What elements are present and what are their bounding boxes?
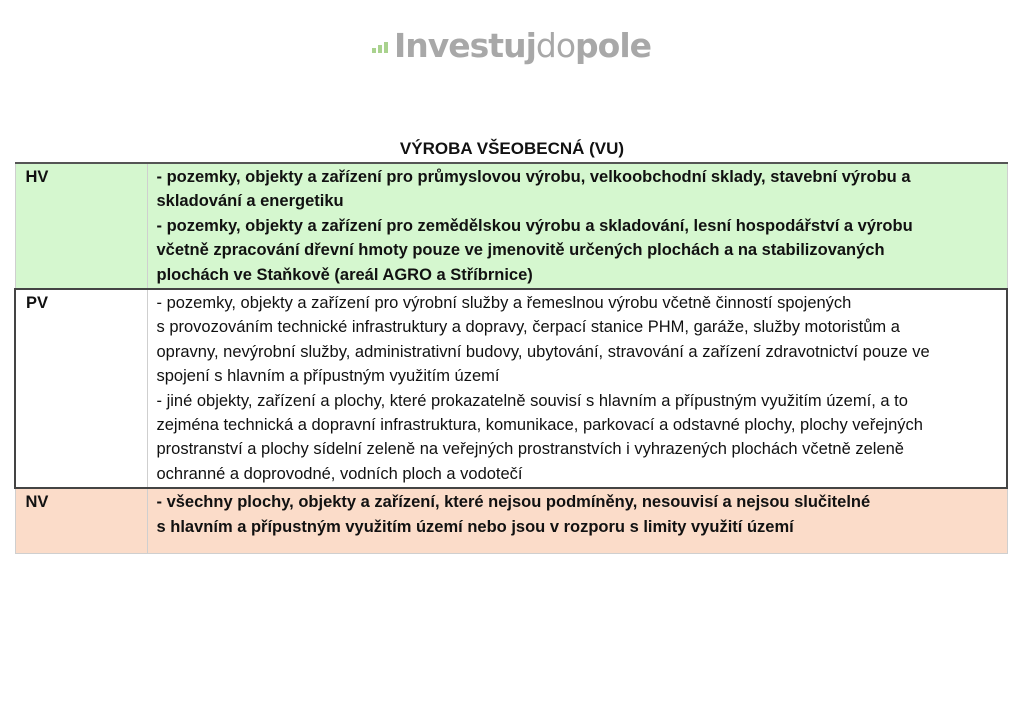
description-line: opravny, nevýrobní služby, administrativní budovy, ubytování, stravování a zařízení zdravotnictví pouze ve [156, 342, 930, 361]
brand-logo [372, 26, 651, 66]
description-line: včetně zpracování dřevní hmoty pouze ve jmenovitě určených plochách a na stabilizovaných [156, 241, 885, 260]
row-description [147, 488, 1007, 553]
description-line: skladování a energetiku [156, 192, 344, 211]
description-line: s hlavním a přípustným využitím území nebo jsou v rozporu s limity využití území [156, 517, 794, 536]
bar-chart-icon [372, 39, 390, 53]
description-line: s provozováním technické infrastruktury a dopravy, čerpací stanice PHM, garáže, služby motoristům a [156, 318, 900, 337]
row-description [147, 289, 1007, 488]
description-line: - pozemky, objekty a zařízení pro výrobní služby a řemeslnou výrobu včetně činností spojených [156, 294, 852, 313]
description-line: - pozemky, objekty a zařízení pro průmyslovou výrobu, velkoobchodní sklady, stavební výrobu a [156, 168, 911, 186]
row-code: NV [15, 488, 147, 553]
brand-part-2: do [535, 26, 576, 65]
regulation-table [14, 162, 1008, 554]
description-line: plochách ve Staňkově (areál AGRO a Stříbrnice) [156, 265, 533, 284]
description-line: prostranství a plochy sídelní zeleně na veřejných prostranstvích i vyhrazených plochách včetně zeleně [156, 440, 904, 459]
table-row-hv [15, 163, 1007, 289]
brand-part-1: Investuj [394, 26, 536, 65]
description-line: - všechny plochy, objekty a zařízení, které nejsou podmíněny, nesouvisí a nejsou slučitelné [156, 493, 871, 512]
description-line: - jiné objekty, zařízení a plochy, které prokazatelně souvisí s hlavním a přípustným využitím území, a to [156, 391, 908, 410]
table-title: VÝROBA VŠEOBECNÁ (VU) [399, 139, 625, 158]
description-line: - pozemky, objekty a zařízení pro zemědělskou výrobu a skladování, lesní hospodářství a výrobu [156, 216, 913, 235]
brand-wordmark [394, 26, 651, 66]
row-code: PV [15, 289, 147, 488]
row-description [147, 163, 1007, 289]
table-row-nv [15, 488, 1007, 553]
description-line: zejména technická a dopravní infrastruktura, komunikace, parkovací a odstavné plochy, plochy veřejných [156, 416, 923, 435]
description-line: spojení s hlavním a přípustným využitím území [156, 367, 500, 386]
table-row-pv [15, 289, 1007, 488]
description-line: ochranné a doprovodné, vodních ploch a vodotečí [156, 464, 523, 483]
row-code: HV [15, 163, 147, 289]
brand-part-3: pole [575, 26, 652, 65]
